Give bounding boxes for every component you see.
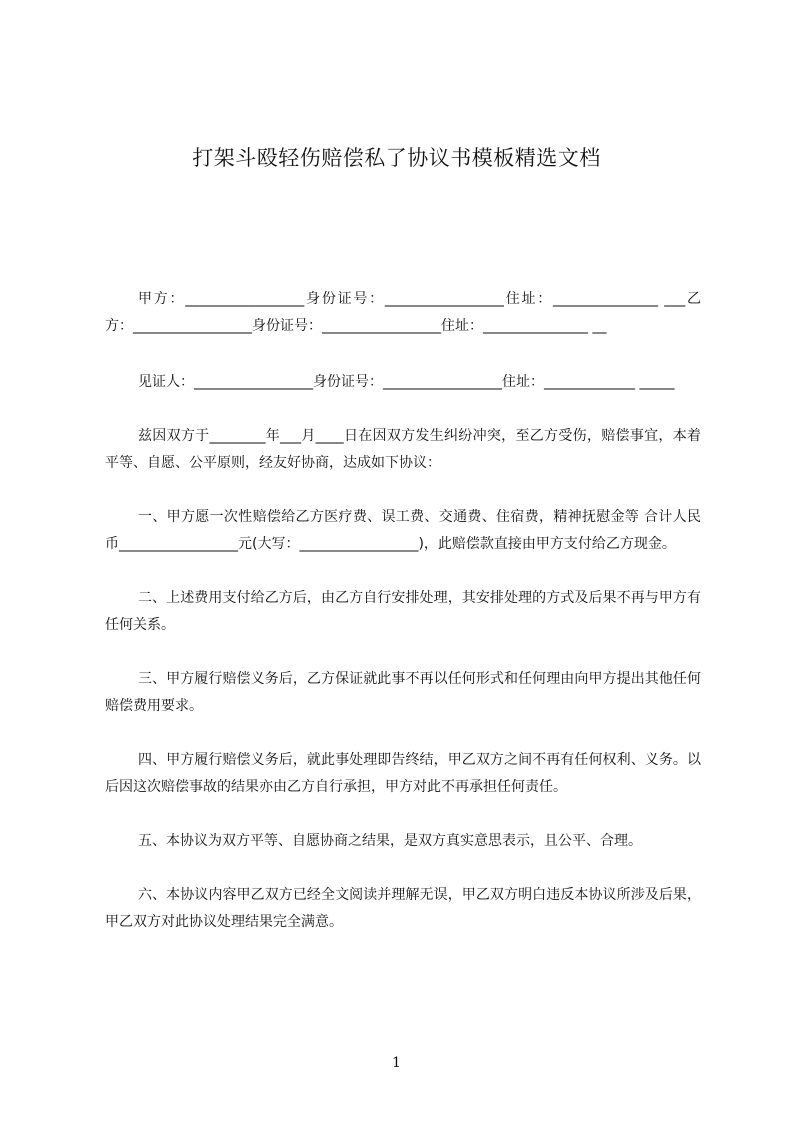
clause-2: 二、上述费用支付给乙方后，由乙方自行安排处理，其安排处理的方式及后果不再与甲方有任何关系。: [105, 590, 701, 633]
clause-4: 四、甲方履行赔偿义务后，就此事处理即告终结，甲乙双方之间不再有任何权利、义务。以后因这次赔偿事故的结果亦由乙方自行承担，甲方对此不再承担任何责任。: [105, 752, 701, 795]
clause-3: 三、甲方履行赔偿义务后，乙方保证就此事不再以任何形式和任何理由向甲方提出其他任何赔偿费用要求。: [105, 671, 701, 714]
clause-5: 五、本协议为双方平等、自愿协商之结果，是双方真实意思表示，且公平、合理。: [138, 833, 642, 849]
page-number: 1: [392, 1055, 401, 1071]
party-info: 甲方：_________________身份证号：_________________住址：_______________ ___乙方：_________________身份证号：_________________住址：_______________ __: [105, 291, 701, 334]
clause-1: 一、甲方愿一次性赔偿给乙方医疗费、误工费、交通费、住宿费，精神抚慰金等 合计人民币_________________元(大写：_________________)，此赔偿款直接由甲方支付给乙方现金。: [105, 509, 701, 552]
witness-info: 见证人：_________________身份证号：_________________住址：_____________ _____: [138, 374, 675, 390]
document-title: 打架斗殴轻伤赔偿私了协议书模板精选文档: [192, 146, 601, 170]
clause-6: 六、本协议内容甲乙双方已经全文阅读并理解无误，甲乙双方明白违反本协议所涉及后果，甲乙双方对此协议处理结果完全满意。: [105, 887, 701, 930]
document-body: [105, 286, 701, 936]
agreement-intro: 兹因双方于________年___月____日在因双方发生纠纷冲突，至乙方受伤，赔偿事宜，本着平等、自愿、公平原则，经友好协商，达成如下协议：: [105, 428, 701, 471]
